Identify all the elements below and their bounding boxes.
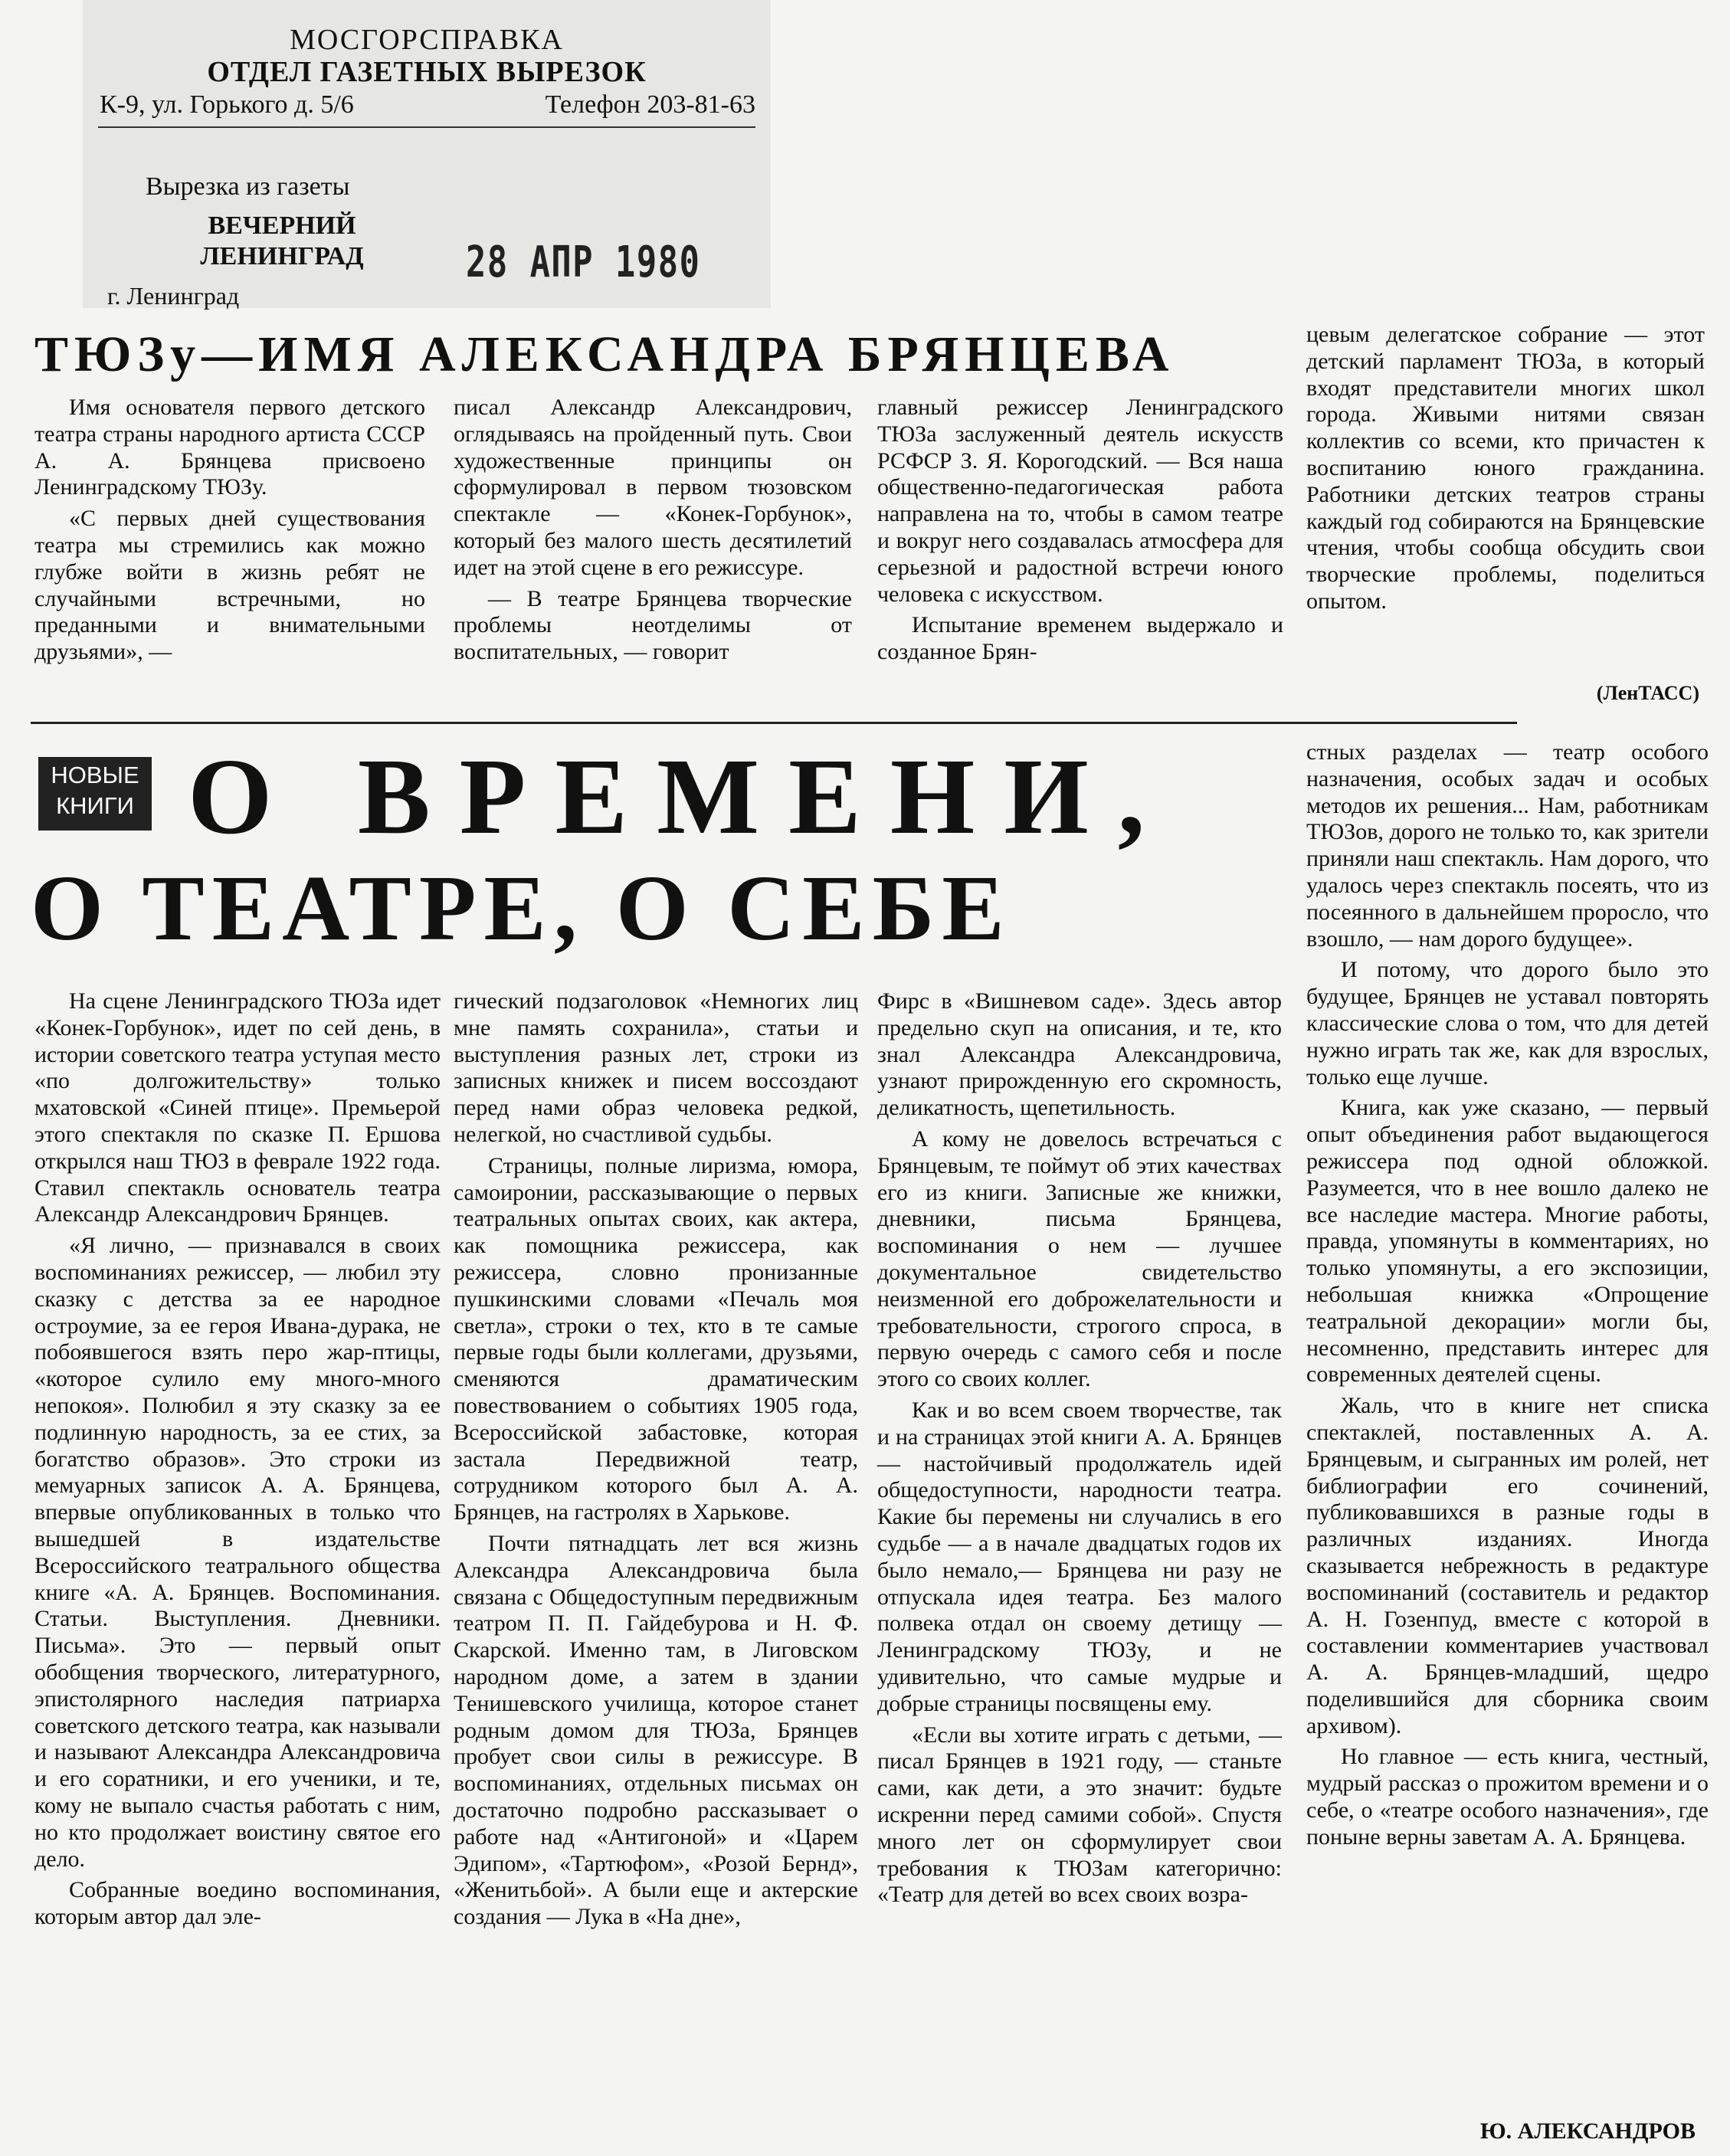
paragraph: главный режиссер Ленинградского ТЮЗа заслуженный деятель искусств РСФСР З. Я. Корогодский. — Вся наша общественно-педагогическая работа направлена на то, чтобы в самом театре и вокруг него создавалась атмосфера для серьезной и радостной встречи юного человека с искусством.: [877, 395, 1283, 607]
article1-column-1: [34, 395, 425, 666]
article2-column-2: [454, 988, 858, 1931]
paragraph: Почти пятнадцать лет вся жизнь Александра Александровича была связана с Общедоступным передвижным театром П. П. Гайдебурова и Н. Ф. Скарской. Именно там, в Лиговском народном доме, а затем в здании Тенишевского училища, которое станет родным домом для ТЮЗа, Брянцев пробует свои силы в режиссуре. В воспоминаниях, отдельных письмах он достаточно подробно рассказывает о работе над «Антигоной» и «Царем Эдипом», «Тартюфом», «Розой Бернд», «Женитьбой». А были еще и актерские создания — Лука в «На дне»,: [454, 1530, 858, 1930]
paragraph: писал Александр Александрович, оглядываясь на пройденный путь. Свои художественные принципы он сформулировал в первом тюзовском спектакле — «Конек-Горбунок», который без малого шесть десятилетий идет на этой сцене в его режиссуре.: [454, 395, 852, 580]
stamp-newspaper: ВЕЧЕРНИЙ ЛЕНИНГРАД: [200, 211, 364, 270]
paragraph: Жаль, что в книге нет списка спектаклей, поставленных А. А. Брянцевым, и сыгранных им ролей, нет библиографии его сочинений, публиковавшихся в разные годы в различных изданиях. Иногда сказывается небрежность в редактуре воспоминаний (составитель и редактор А. Н. Гозенпуд, вместе с которой в составлении комментариев участвовал А. А. Брянцев-младший, щедро поделившийся для сборника своим архивом).: [1306, 1393, 1709, 1738]
paragraph: Но главное — есть книга, честный, мудрый рассказ о прожитом времени и о себе, о «театре особого назначения», где поныне верны заветам А. А. Брянцева.: [1306, 1744, 1709, 1850]
paragraph: гический подзаголовок «Немногих лиц мне память сохранила», статьи и выступления разных лет, строки из записных книжек и писем воссоздают перед нами образ человека редкой, нелегкой, но счастливой судьбы.: [454, 988, 858, 1147]
paragraph: Испытание временем выдержало и созданное Брян-: [877, 612, 1283, 665]
paragraph: На сцене Ленинградского ТЮЗа идет «Конек-Горбунок», идет по сей день, в истории советского театра уступая место «по долгожительству» только мхатовской «Синей птице». Премьерой этого спектакля по сказке П. Ершова открылся наш ТЮЗ в феврале 1922 года. Ставил спектакль основатель театра Александр Александрович Брянцев.: [34, 988, 441, 1227]
stamp-from-label: Вырезка из газеты: [146, 172, 350, 201]
paragraph: Имя основателя первого детского театра страны народного артиста СССР А. А. Брянцева присвоено Ленинградскому ТЮЗу.: [34, 395, 425, 500]
paragraph: Книга, как уже сказано, — первый опыт объединения работ выдающегося режиссера под одной обложкой. Разумеется, что в нее вошло далеко не все наследие мастера. Многие работы, правда, упомянуты в комментариях, но только упомянуты, а его экспозиции, небольшая книжка «Опрощение театральной декорации» могли бы, несомненно, представить интерес для современных деятелей сцены.: [1306, 1095, 1709, 1388]
section-divider: [31, 722, 1517, 724]
paragraph: Как и во всем своем творчестве, так и на страницах этой книги А. А. Брянцев — настойчивый продолжатель идей общедоступности, народности театра. Какие бы перемены ни случались в его судьбе — а в начале двадцатых годов их было немало,— Брянцева ни разу не отпускала идея театра. Без малого полвека отдал он своему детищу — Ленинградскому ТЮЗу, и не удивительно, что самые мудрые и добрые страницы посвящены ему.: [877, 1397, 1282, 1716]
stamp-divider: [98, 126, 755, 128]
article2-author: Ю. АЛЕКСАНДРОВ: [1479, 2118, 1696, 2144]
paragraph: — В театре Брянцева творческие проблемы неотделимы от воспитательных, — говорит: [454, 585, 852, 665]
paragraph: «С первых дней существования театра мы стремились как можно глубже войти в жизнь ребят не случайными встречными, но преданными и внимательными друзьями», —: [34, 506, 425, 665]
stamp-department: ОТДЕЛ ГАЗЕТНЫХ ВЫРЕЗОК: [207, 56, 647, 88]
stamp-date: 28 АПР 1980: [466, 238, 701, 287]
clipping-stamp: [83, 0, 771, 308]
paragraph: цевым делегатское собрание — этот детский парламент ТЮЗа, в который входят представители многих школ города. Живыми нитями связан коллектив со всеми, кто причастен к воспитанию юного гражданина. Работники детских театров страны каждый год собираются на Брянцевские чтения, чтобы сообща обсудить свои творческие проблемы, поделиться опытом.: [1306, 322, 1705, 614]
article2-title-line-2: О ТЕАТРЕ, О СЕБЕ: [31, 857, 1012, 960]
stamp-phone: Телефон 203-81-63: [545, 90, 755, 119]
paragraph: Страницы, полные лиризма, юмора, самоиронии, рассказывающие о первых театральных опытах своих, как актера, как помощника режиссера, как режиссера, словно пронизанные пушкинскими словами «Печаль моя светла», строки о тех, кто в те самые первые годы были коллегами, друзьями, сменяются драматическим повествованием о событиях 1905 года, Всероссийской забастовке, которая застала Передвижной театр, сотрудником которого был А. А. Брянцев, на гастролях в Харькове.: [454, 1152, 858, 1525]
stamp-agency: МОСГОРСПРАВКА: [290, 24, 564, 56]
stamp-city: г. Ленинград: [107, 282, 240, 310]
article1-column-3: [877, 395, 1283, 666]
article1-credit: (ЛенТАСС): [1596, 682, 1699, 704]
stamp-address: К-9, ул. Горького д. 5/6: [100, 90, 354, 119]
article2-column-4: [1306, 739, 1709, 1851]
article1-title: ТЮЗу—ИМЯ АЛЕКСАНДРА БРЯНЦЕВА: [34, 326, 1175, 382]
paragraph: Фирс в «Вишневом саде». Здесь автор предельно скуп на описания, и те, кто знал Александра Александровича, узнают прирожденную его скромность, деликатность, щепетильность.: [877, 988, 1282, 1121]
article2-column-1: [34, 988, 441, 1931]
article1-column-2: [454, 395, 852, 666]
paragraph: И потому, что дорого было это будущее, Брянцев не уставал повторять классические слова о том, что для детей нужно играть так же, как для взрослых, только еще лучше.: [1306, 957, 1709, 1089]
paragraph: «Я лично, — признавался в своих воспоминаниях режиссер, — любил эту сказку с детства за ее народное остроумие, за ее героя Ивана-дурака, не побоявшегося взять перо жар-птицы, «которое сулило ему много-много непокоя». Полюбил я эту сказку за ее подлинную народность, за ее стих, за богатство образов». Это строки из мемуарных записок А. А. Брянцева, впервые опубликованных в только что вышедшей в издательстве Всероссийского театрального общества книге «А. А. Брянцев. Воспоминания. Статьи. Выступления. Дневники. Письма». Это — первый опыт обобщения творческого, литературного, эпистолярного наследия патриарха советского детского театра, как называли и называют Александра Александровича и его соратники, и его ученики, и те, кому не выпало счастья работать с ним, но кто продолжает воистину святое его дело.: [34, 1233, 441, 1872]
article2-title-line-1: О ВРЕМЕНИ,: [188, 736, 1175, 857]
rubric-badge: НОВЫЕ КНИГИ: [38, 757, 152, 831]
article2-column-3: [877, 988, 1282, 1909]
paragraph: «Если вы хотите играть с детьми, — писал Брянцев в 1921 году, — станьте сами, как дети, а это значит: будьте искренни перед самими собой». Спустя много лет он сформулирует свои требования к ТЮЗам категорично: «Театр для детей во всех своих возра-: [877, 1722, 1282, 1908]
paragraph: стных разделах — театр особого назначения, особых задач и особых методов их решения... Нам, работникам ТЮЗов, дорого не только то, как зрители приняли наш спектакль. Нам дорого, что удалось через спектакль посеять, что из посеянного в дальнейшем проросло, что взошло, — нам дорого будущее».: [1306, 739, 1709, 952]
paragraph: Собранные воедино воспоминания, которым автор дал эле-: [34, 1877, 441, 1930]
article1-column-4: [1306, 322, 1705, 615]
paragraph: А кому не довелось встречаться с Брянцевым, те поймут об этих качествах его из книги. Записные же книжки, дневники, письма Брянцева, воспоминания о нем — лучшее документальное свидетельство неизменной его доброжелательности и требовательности, строгого спроса, в первую очередь с самого себя и после этого со своих коллег.: [877, 1126, 1282, 1392]
